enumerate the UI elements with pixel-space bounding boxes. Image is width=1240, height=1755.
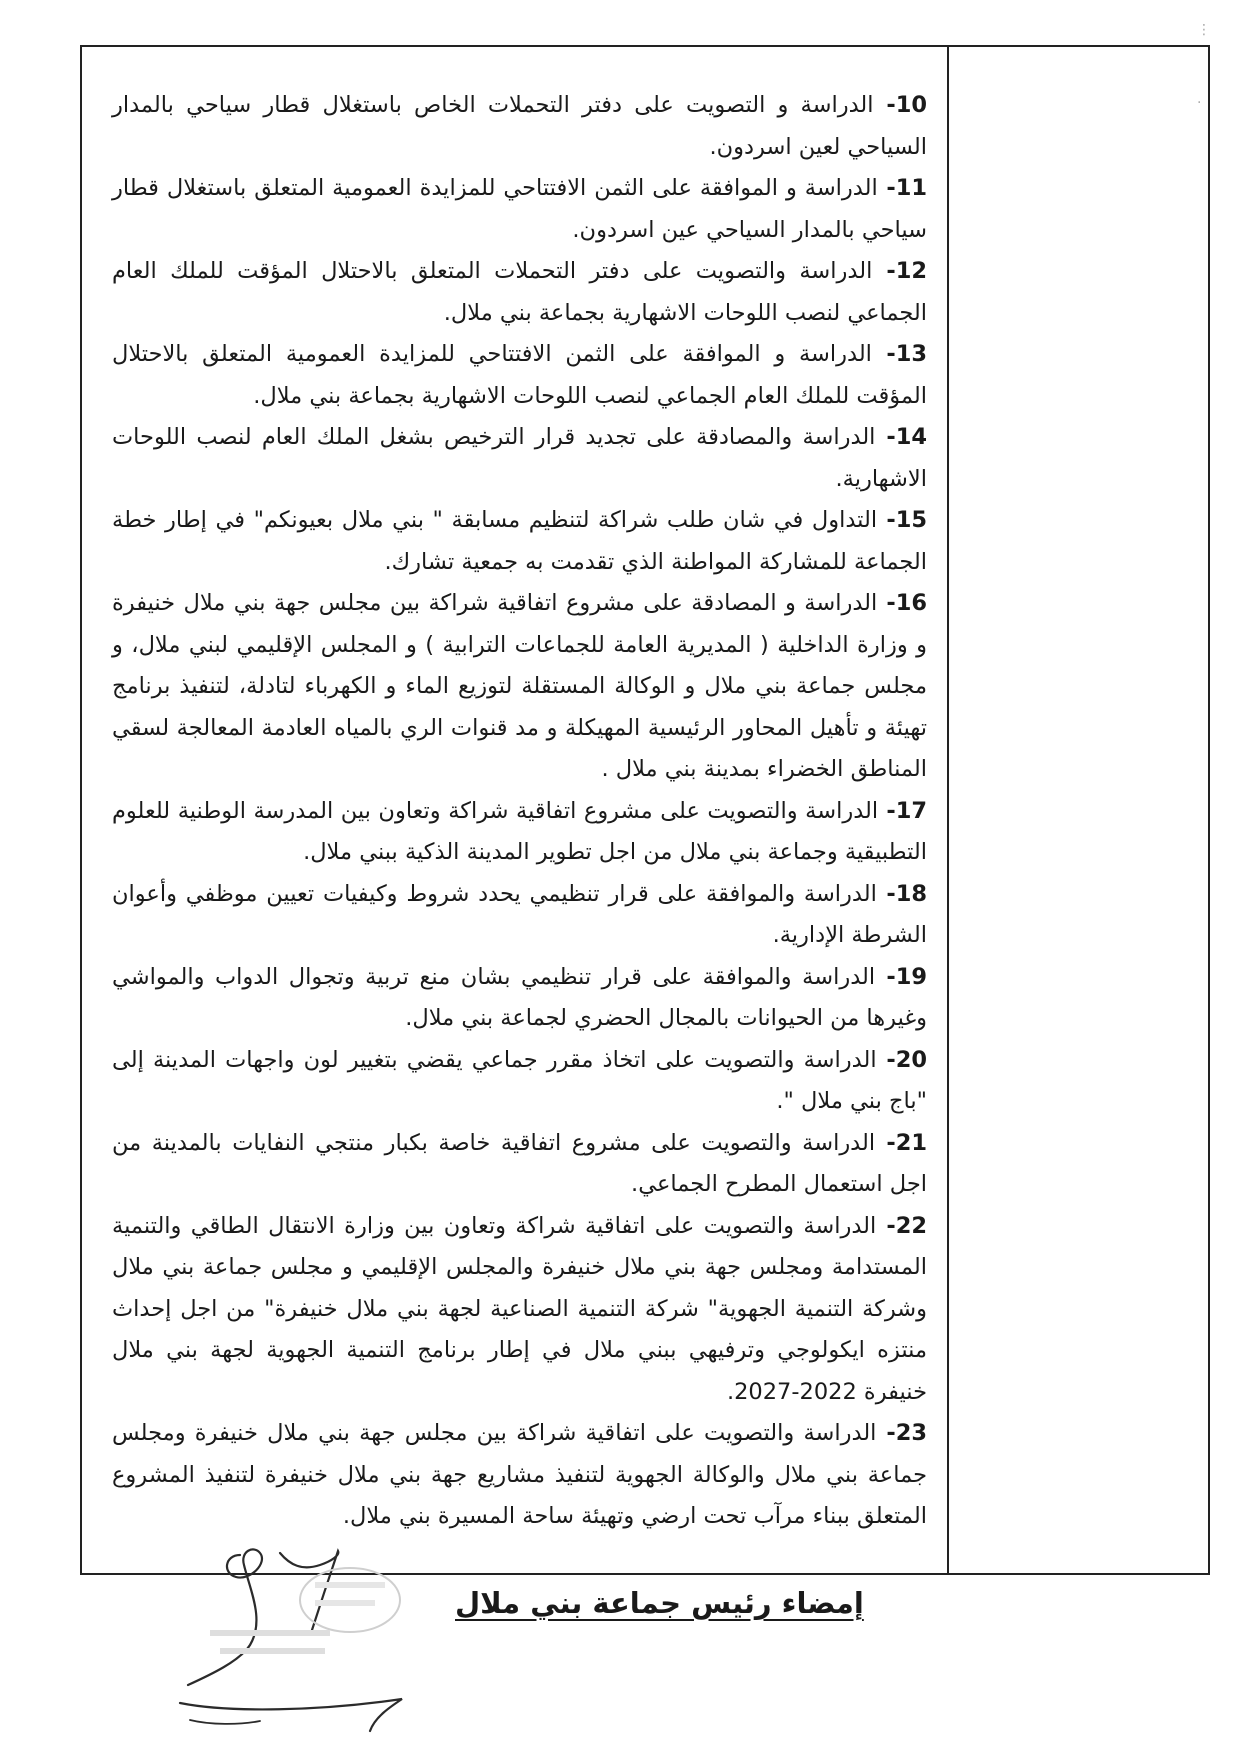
agenda-item-number: 17 — [895, 797, 927, 824]
agenda-item: 15- التداول في شان طلب شراكة لتنظيم مسابقة " بني ملال بعيونكم" في إطار خطة الجماعة للمشاركة المواطنة الذي تقدمت به جمعية تشارك. — [112, 507, 928, 575]
agenda-item-text: الدراسة و المصادقة على مشروع اتفاقية شراكة بين مجلس جهة بني ملال خنيفرة و وزارة الداخلية ( المديرية العامة للجماعات الترابية ) و المجلس الإقليمي لبني ملال، و مجلس جماعة بني ملال و الوكالة المستقلة لتوزيع الماء و الكهرباء لتادلة، لتنفيذ برنامج تهيئة و تأهيل المحاور الرئيسية المهيكلة و مد قنوات الري بالمياه العادمة المعالجة لسقي المناطق الخضراء بمدينة بني ملال . — [112, 590, 927, 782]
agenda-item-text: الدراسة والموافقة على قرار تنظيمي يحدد شروط وكيفيات تعيين موظفي وأعوان الشرطة الإدارية. — [112, 880, 927, 948]
signature-title: إمضاء رئيس جماعة بني ملال — [455, 1586, 864, 1620]
agenda-item-text: الدراسة والتصويت على اتفاقية شراكة بين مجلس جهة بني ملال خنيفرة ومجلس جماعة بني ملال والوكالة الجهوية لتنفيذ مشاريع جهة بني ملال خنيفرة لتنفيذ المشروع المتعلق ببناء مرآب تحت ارضي وتهيئة ساحة المسيرة بني ملال. — [112, 1420, 927, 1529]
agenda-item-number: 20 — [895, 1046, 928, 1073]
agenda-item-number: 10 — [895, 92, 927, 118]
agenda-item: 19- الدراسة والموافقة على قرار تنظيمي بشان منع تربية وتجوال الدواب والمواشي وغيرها من الحيوانات بالمجال الحضري لجماعة بني ملال. — [112, 963, 928, 1031]
agenda-item: 20- الدراسة والتصويت على اتخاذ مقرر جماعي يقضي بتغيير لون واجهات المدينة إلى "باج بني ملال ". — [112, 1046, 928, 1114]
agenda-item-number: 12 — [895, 258, 927, 284]
scan-mark: · — [1197, 95, 1202, 111]
official-stamp — [185, 1560, 445, 1690]
agenda-item: 14- الدراسة والمصادقة على تجديد قرار الترخيص بشغل الملك العام لنصب اللوحات الاشهارية. — [112, 424, 927, 492]
agenda-item-number: 23 — [895, 1420, 928, 1446]
agenda-item-text: الدراسة و الموافقة على الثمن الافتتاحي للمزايدة العمومية المتعلق بالاحتلال المؤقت للملك العام الجماعي لنصب اللوحات الاشهارية بجماعة بني ملال. — [112, 341, 927, 409]
agenda-item-text: الدراسة والتصويت على دفتر التحملات المتعلق بالاحتلال المؤقت للملك العام الجماعي لنصب اللوحات الاشهارية بجماعة بني ملال. — [112, 258, 927, 326]
agenda-item: 18- الدراسة والموافقة على قرار تنظيمي يحدد شروط وكيفيات تعيين موظفي وأعوان الشرطة الإدارية. — [112, 880, 927, 948]
agenda-item-number: 22 — [895, 1212, 927, 1239]
agenda-item-text: الدراسة والتصويت على اتخاذ مقرر جماعي يقضي بتغيير لون واجهات المدينة إلى "باج بني ملال ". — [112, 1046, 927, 1114]
agenda-item: 10- الدراسة و التصويت على دفتر التحملات الخاص باستغلال قطار سياحي بالمدار السياحي لعين اسردون. — [112, 92, 927, 160]
agenda-item: 23- الدراسة والتصويت على اتفاقية شراكة بين مجلس جهة بني ملال خنيفرة ومجلس جماعة بني ملال والوكالة الجهوية لتنفيذ مشاريع جهة بني ملال خنيفرة لتنفيذ المشروع المتعلق ببناء مرآب تحت ارضي وتهيئة ساحة المسيرة بني ملال. — [112, 1420, 928, 1529]
agenda-item-number: 11 — [895, 175, 927, 201]
document-frame — [80, 45, 1210, 1575]
agenda-item: 17- الدراسة والتصويت على مشروع اتفاقية شراكة وتعاون بين المدرسة الوطنية للعلوم التطبيقية وجماعة بني ملال من اجل تطوير المدينة الذكية ببني ملال. — [112, 797, 927, 865]
agenda-item-text: التداول في شان طلب شراكة لتنظيم مسابقة " بني ملال بعيونكم" في إطار خطة الجماعة للمشاركة المواطنة الذي تقدمت به جمعية تشارك. — [112, 507, 927, 575]
scan-mark: ⋮ — [1197, 22, 1211, 38]
agenda-item-number: 14 — [895, 424, 927, 450]
agenda-item-number: 21 — [895, 1129, 927, 1156]
agenda-item: 21- الدراسة والتصويت على مشروع اتفاقية خاصة بكبار منتجي النفايات بالمدينة من اجل استعمال المطرح الجماعي. — [112, 1129, 927, 1197]
agenda-item-number: 16 — [895, 590, 928, 616]
agenda-item-number: 18 — [895, 880, 927, 907]
agenda-item-number: 19 — [895, 963, 928, 990]
agenda-item-text: الدراسة و التصويت على دفتر التحملات الخاص باستغلال قطار سياحي بالمدار السياحي لعين اسردون. — [112, 92, 927, 160]
agenda-item-text: الدراسة والموافقة على قرار تنظيمي بشان منع تربية وتجوال الدواب والمواشي وغيرها من الحيوانات بالمجال الحضري لجماعة بني ملال. — [112, 963, 927, 1031]
agenda-item: 22- الدراسة والتصويت على اتفاقية شراكة وتعاون بين وزارة الانتقال الطاقي والتنمية المستدامة ومجلس جهة بني ملال خنيفرة والمجلس الإقليمي و مجلس جماعة بني ملال وشركة التنمية الجهوية" شركة التنمية الصناعية لجهة بني ملال خنيفرة" من اجل إحداث منتزه ايكولوجي وترفيهي ببني ملال في إطار برنامج التنمية الجهوية لجهة بني ملال خنيفرة 2022-2027. — [112, 1212, 927, 1405]
margin-divider — [947, 47, 949, 1573]
agenda-item-text: الدراسة والمصادقة على تجديد قرار الترخيص بشغل الملك العام لنصب اللوحات الاشهارية. — [112, 424, 927, 492]
agenda-item: 13- الدراسة و الموافقة على الثمن الافتتاحي للمزايدة العمومية المتعلق بالاحتلال المؤقت للملك العام الجماعي لنصب اللوحات الاشهارية بجماعة بني ملال. — [112, 341, 928, 409]
agenda-list — [112, 85, 927, 1538]
agenda-item: 16- الدراسة و المصادقة على مشروع اتفاقية شراكة بين مجلس جهة بني ملال خنيفرة و وزارة الداخلية ( المديرية العامة للجماعات الترابية ) و المجلس الإقليمي لبني ملال، و مجلس جماعة بني ملال و الوكالة المستقلة لتوزيع الماء و الكهرباء لتادلة، لتنفيذ برنامج تهيئة و تأهيل المحاور الرئيسية المهيكلة و مد قنوات الري بالمياه العادمة المعالجة لسقي المناطق الخضراء بمدينة بني ملال . — [112, 590, 928, 782]
agenda-item: 12- الدراسة والتصويت على دفتر التحملات المتعلق بالاحتلال المؤقت للملك العام الجماعي لنصب اللوحات الاشهارية بجماعة بني ملال. — [112, 258, 927, 326]
agenda-item-text: الدراسة والتصويت على مشروع اتفاقية شراكة وتعاون بين المدرسة الوطنية للعلوم التطبيقية وجماعة بني ملال من اجل تطوير المدينة الذكية ببني ملال. — [112, 797, 927, 865]
agenda-item-number: 13 — [895, 341, 928, 367]
agenda-item-number: 15 — [895, 507, 928, 533]
agenda-item-text: الدراسة والتصويت على اتفاقية شراكة وتعاون بين وزارة الانتقال الطاقي والتنمية المستدامة ومجلس جهة بني ملال خنيفرة والمجلس الإقليمي و مجلس جماعة بني ملال وشركة التنمية الجهوية" شركة التنمية الصناعية لجهة بني ملال خنيفرة" من اجل إحداث منتزه ايكولوجي وترفيهي ببني ملال في إطار برنامج التنمية الجهوية لجهة بني ملال خنيفرة 2022-2027. — [112, 1212, 927, 1405]
agenda-item: 11- الدراسة و الموافقة على الثمن الافتتاحي للمزايدة العمومية المتعلق باستغلال قطار سياحي بالمدار السياحي عين اسردون. — [112, 175, 927, 243]
agenda-item-text: الدراسة والتصويت على مشروع اتفاقية خاصة بكبار منتجي النفايات بالمدينة من اجل استعمال المطرح الجماعي. — [112, 1129, 927, 1197]
agenda-item-text: الدراسة و الموافقة على الثمن الافتتاحي للمزايدة العمومية المتعلق باستغلال قطار سياحي بالمدار السياحي عين اسردون. — [112, 175, 927, 243]
